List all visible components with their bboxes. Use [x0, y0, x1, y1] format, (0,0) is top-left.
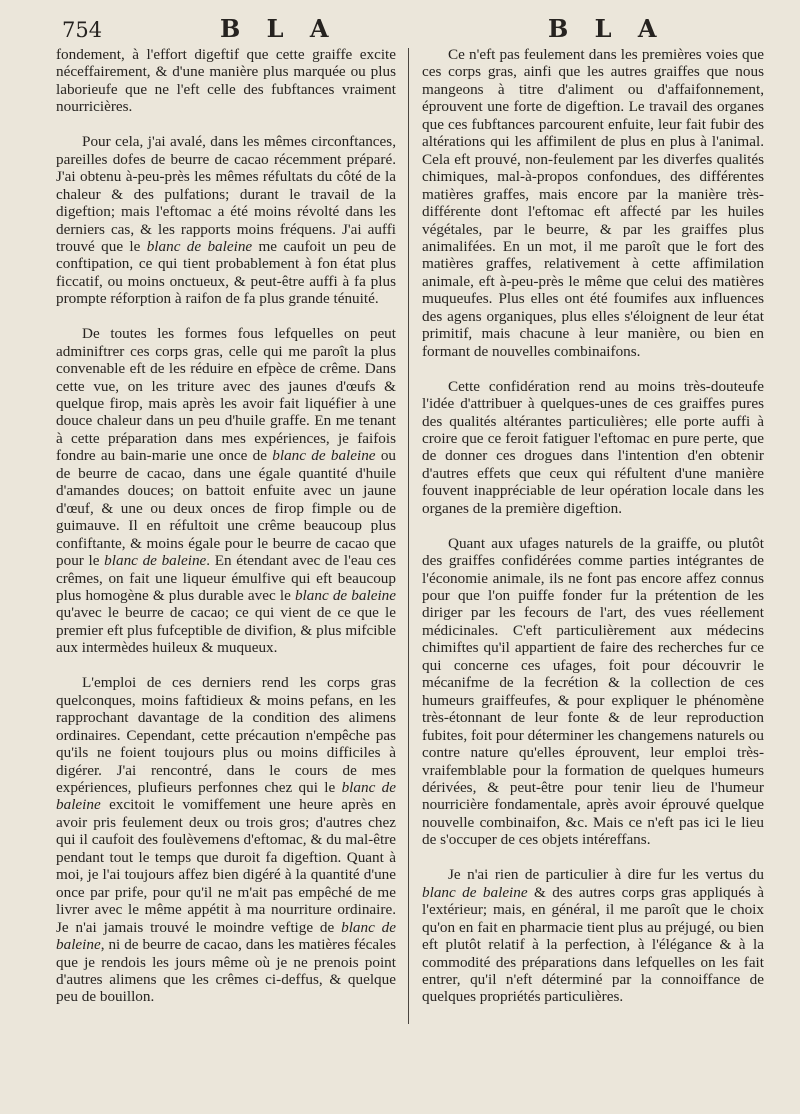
text-run: excitoit le vomiffement une heure après en avoir pris feulement deux ou trois gros; d'autres chez qui il caufoit des foulèvemens d'eftomac, & du mal-être pendant tout le temps que duroit fa digeftion. Quant à moi, je l'ai toujours affez bien digéré à la quantité d'une once par prife, pour qu'il ne m'ait pas empêché de me livrer avec le même appétit à ma nourriture ordinaire. Je n'ai jamais trouvé le moindre veftige de [56, 796, 396, 936]
text-run: Pour cela, j'ai avalé, dans les mêmes circonftances, pareilles dofes de beurre de cacao récemment préparé. J'ai obtenu à-peu-près les mêmes réfultats du côté de la chaleur & des pulfations; durant le travail de la digeftion; mais l'eftomac a été moins révolté dans les derniers cas, & les rapports moins fréquens. J'ai auffi trouvé que le [56, 133, 396, 255]
text-run: me caufoit un peu de conftipation, ce qui tient probablement à fon état plus ficcatif, ou moins onctueux, & peut-être auffi à fa plus prompte réforption à raifon de fa plus grande ténuité. [56, 237, 396, 308]
paragraph [422, 535, 764, 849]
paragraph [422, 866, 764, 1006]
page-header [0, 8, 800, 42]
italic-term: blanc de baleine [56, 918, 396, 954]
paragraph [422, 46, 764, 360]
italic-term: blanc de baleine [422, 883, 528, 901]
paragraph [422, 378, 764, 518]
page-number: 754 [62, 18, 103, 42]
text-run: De toutes les formes fous lefquelles on peut adminiftrer ces corps gras, celle qui me paroît la plus convenable eft de les réduire en efpèce de crême. Dans cette vue, on les triture avec des jaunes d'œufs & quelque firop, mais après les avoir fait liquéfier à une douce chaleur dans un peu d'huile graffe. En me tenant à cette préparation dans mes expériences, je faifois fondre au bain-marie une once de [56, 325, 396, 465]
italic-term: blanc de baleine [104, 552, 207, 570]
italic-term: blanc de baleine [146, 237, 253, 255]
text-run: L'emploi de ces derniers rend les corps gras quelconques, moins faftidieux & moins pefans, en les rapprochant davantage de la condition des alimens ordinaires. Cependant, cette précaution n'empêche pas qu'ils ne foient toujours plus ou moins difficiles à digérer. J'ai rencontré, dans le cours de mes expériences, plufieurs perfonnes chez qui le [56, 674, 396, 796]
text-run: qu'avec le beurre de cacao; ce qui vient de ce que le premier eft plus fufceptible de divifion, & plus mifcible aux intermèdes huileux & muqueux. [56, 604, 396, 657]
text-run: , ni de beurre de cacao, dans les matières fécales que je rendois les jours même où je ne prenois point d'autres alimens que les crêmes ci-deffus, & quelque peu de bouillon. [56, 936, 396, 1006]
right-text-column [422, 46, 764, 1108]
text-run: ou de beurre de cacao, dans une égale quantité d'huile d'amandes douces; on battoit enfuite avec un jaune d'œuf, & une ou deux onces de firop fimple ou de guimauve. Il en réfultoit une crême beaucoup plus confiftante, & moins égale pour le beurre de cacao que pour le [56, 447, 396, 570]
text-run: fondement, à l'effort digeftif que cette graiffe excite néceffairement, & d'une manière plus marquée ou plus laborieufe que ne l'eft celle des fubftances vraiment nourricières. [56, 46, 396, 116]
text-run: Ce n'eft pas feulement dans les premières voies que ces corps gras, ainfi que les autres graiffes que nous mangeons à titre d'aliment ou d'affaifonnement, éprouvent une forte de digeftion. Le travail des organes que ces fubftances parcourent enfuite, leur fait fubir des altérations qui les affimilent de plus en plus à l'animal. Cela eft prouvé, non-feulement par les diverfes qualités chimiques, mal-à-propos confondues, des différentes matières graffes, mais encore par la manière très-différente dont l'eftomac eft affecté par les huiles végétales, par le beurre, & par les graiffes plus animalifées. En un mot, il me paroît que le fort des matières graffes, relativement à cette affimilation animale, eft à-peu-près le même que celui des matières muqueufes. Plus elles ont été foumifes aux influences des agens organiques, plus elles s'éloignent de leur état primitif, mais chacune à leur manière, ou bien en formant de nouvelles combinaifons. [422, 46, 764, 360]
paragraph [56, 46, 396, 116]
italic-term: blanc de baleine [294, 587, 396, 605]
italic-term: blanc de baleine [56, 778, 396, 814]
italic-term: blanc de baleine [272, 447, 376, 465]
paragraph [56, 674, 396, 1006]
text-run: . En étendant avec de l'eau ces crêmes, on fait une liqueur émulfive qui eft beaucoup plus homogène & plus durable avec le [56, 552, 396, 605]
text-run: Cette confidération rend au moins très-douteufe l'idée d'attribuer à quelques-unes de ces graiffes pures des qualités altérantes particulières; elle porte auffi à croire que ce feroit fatiguer l'eftomac en pure perte, que de donner ces drogues dans l'intention d'en obtenir d'autres effets que ceux qui réfultent d'une manière fouvent inappréciable de leur opération locale dans les organes de la première digeftion. [422, 377, 764, 517]
column-divider [408, 48, 409, 1024]
left-text-column [56, 46, 396, 1108]
paragraph [56, 133, 396, 308]
running-head-left: B L A [220, 14, 338, 43]
paragraph [56, 325, 396, 657]
text-run: Je n'ai rien de particulier à dire fur les vertus du [448, 866, 764, 884]
text-run: Quant aux ufages naturels de la graiffe, ou plutôt des graiffes confidérées comme parties intégrantes de l'économie animale, ils ne font pas encore affez connus pour que l'on puiffe fonder fur la prétention de les diriger par les fecours de l'art, des vues réellement médicinales. C'eft particulièrement aux médecins chimiftes qu'il appartient de faire des recherches fur ce qui concerne ces ufages, foit pour découvrir le mécanifme de la fecrétion & la collection de ces humeurs graiffeufes, & pour expliquer le phénomène très-étonnant de leur fonte & de leur reproduction fubites, foit pour déterminer les changemens naturels ou contre nature qu'elles éprouvent, leur emploi très-vraifemblable pour la formation de quelques humeurs dérivées, & peut-être pour tenir lieu de l'humeur nourricière fondamentale, après avoir éprouvé quelque nouvelle combinaifon, &c. Mais ce n'eft pas ici le lieu de s'occuper de ces objets intéreffans. [422, 534, 764, 849]
running-head-right: B L A [548, 14, 666, 43]
text-run: & des autres corps gras appliqués à l'extérieur; mais, en général, il me paroît que le choix qu'on en fait en pharmacie tient plus au préjugé, ou bien eft plutôt relatif à la perfection, à l'élégance & à la commodité des préparations dans lefquelles on les fait entrer, qu'il n'eft déterminé par la connoiffance de quelques propriétés particulières. [422, 883, 764, 1006]
